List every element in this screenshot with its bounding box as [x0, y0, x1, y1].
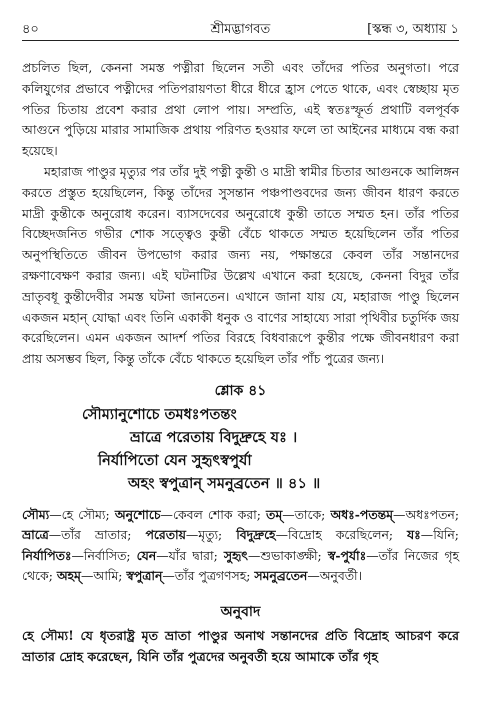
synonym-meaning: —তাঁর নিজের গৃহ থেকে; — [22, 547, 459, 584]
page-number: ৪০ — [22, 22, 39, 37]
synonym-meaning: —অনুবর্তী। — [307, 568, 362, 584]
synonym-meaning: —কেবল শোক করা; — [160, 506, 267, 522]
synonym-meaning: —তাকে; — [282, 506, 331, 522]
verse-line: নির্যাপিতো যেন সুহৃৎস্বপুর্যা — [98, 451, 252, 469]
synonym-word: অনুশোচে — [114, 506, 161, 522]
synonym-meaning: —মৃত্যু; — [185, 527, 237, 543]
synonym-word: স্বপুত্রান্ — [126, 568, 163, 584]
verse-heading: শ্লোক ৪১ — [214, 382, 267, 399]
synonym-meaning: —অধঃপতন; — [393, 506, 459, 522]
synonym-word: তম্ — [266, 506, 283, 522]
verse-text — [22, 403, 459, 495]
synonym-meaning: —বিদ্রোহ করেছিলেন; — [275, 527, 408, 543]
synonym-meaning: —শুভাকাঙ্ক্ষী; — [247, 547, 328, 563]
verse-line: অহং স্বপুত্রান্ সমনুব্রতেন ॥ ৪১ ॥ — [128, 474, 321, 492]
purport-section — [22, 58, 459, 370]
verse-line: ভ্রাত্রে পরেতায় বিদুদ্রুহে যঃ । — [130, 428, 298, 446]
synonym-meaning: —যাঁর দ্বারা; — [156, 547, 224, 563]
purport-paragraph: প্রচলিত ছিল, কেননা সমস্ত পত্নীরা ছিলেন সতী এবং তাঁদের পতির অনুগতা। পরে কলিযুগের প্রভাবে পত্নীদের পতিপরায়ণতা ধীরে ধীরে হ্রাস পেতে থাকে, এবং স্বেচ্ছায় মৃত পতির চিতায় প্রবেশ করার প্রথা লোপ পায়। সম্প্রতি, এই স্বতঃস্ফূর্ত প্রথাটি বলপূর্বক আগুনে পুড়িয়ে মারার সামাজিক প্রথায় পরিণত হওয়ার ফলে তা আইনের মাধ্যমে বন্ধ করা হয়েছে। — [22, 60, 459, 159]
synonym-word: ভ্রাত্রে — [22, 527, 49, 543]
synonym-meaning: —যিনি; — [420, 527, 459, 543]
synonym-meaning: —নির্বাসিত; — [71, 547, 137, 563]
synonym-word: সমনুব্রতেন — [254, 568, 308, 584]
synonym-meaning: —তাঁর ভ্রাতার; — [48, 527, 146, 543]
synonym-word: অধঃ-পতন্তম্ — [330, 506, 394, 522]
book-title: শ্রীমদ্ভাগবত — [210, 22, 271, 37]
synonym-word: নির্যাপিতঃ — [22, 547, 72, 563]
page-header — [22, 14, 459, 38]
synonym-word: যঃ — [407, 527, 421, 543]
translation-heading: অনুবাদ — [220, 603, 261, 620]
synonym-meaning: —আমি; — [80, 568, 127, 584]
synonym-word: সৌম্য — [22, 506, 50, 522]
chapter-reference: [স্কন্ধ ৩, অধ্যায় ১ — [367, 22, 459, 37]
header-divider — [22, 40, 459, 41]
synonym-word: সুহৃৎ — [223, 547, 248, 563]
synonym-word: যেন — [136, 547, 157, 563]
synonym-word: অহম্ — [56, 568, 81, 584]
synonym-word: বিদুদ্রুহে — [236, 527, 276, 543]
synonym-word: স্ব-পুর্যাঃ — [327, 547, 367, 563]
word-synonyms — [22, 505, 459, 587]
synonym-word: পরেতায় — [145, 527, 186, 543]
synonym-meaning: —হে সৌম্য; — [49, 506, 115, 522]
translation-text: হে সৌম্য! যে ধৃতরাষ্ট্র মৃত ভ্রাতা পাণ্ডুর অনাথ সন্তানদের প্রতি বিদ্রোহ আচরণ করে ভ্রাতার দ্রোহ করেছেন, যিনি তাঁর পুত্রদের অনুবর্তী হয়ে আমাকে তাঁর গৃহ — [22, 627, 459, 664]
synonym-meaning: —তাঁর পুত্রগণসহ; — [162, 568, 255, 584]
verse-line: সৌম্যানুশোচে তমধঃপতন্তং — [82, 405, 237, 423]
purport-paragraph: মহারাজ পাণ্ডুর মৃত্যুর পর তাঁর দুই পত্নী কুন্তী ও মাদ্রী স্বামীর চিতার আগুনকে আলিঙ্গন করতে প্রস্তুত হয়েছিলেন, কিন্তু তাঁদের সুসন্তান পঞ্চপাণ্ডবদের জন্য জীবন ধারণ করতে মাদ্রী কুন্তীকে অনুরোধ করেন। ব্যাসদেবের অনুরোধে কুন্তী তাতে সম্মত হন। তাঁর পতির বিচ্ছেদজনিত গভীর শোক সত্ত্বেও কুন্তী বেঁচে থাকতে সম্মত হয়েছিলেন তাঁর পতির অনুপস্থিতিতে জীবন উপভোগ করার জন্য নয়, পক্ষান্তরে কেবল তাঁর সন্তানদের রক্ষণাবেক্ষণ করার জন্য। এই ঘটনাটির উল্লেখ এখানে করা হয়েছে, কেননা বিদুর তাঁর ভ্রাতৃবধূ কুন্তীদেবীর সমস্ত ঘটনা জানতেন। এখানে জানা যায় যে, মহারাজ পাণ্ডু ছিলেন একজন মহান্‌ যোদ্ধা এবং তিনি একাকী ধনুক ও বাণের সাহায্যে সারা পৃথিবীর চতুর্দিক জয় করেছিলেন। এমন একজন আদর্শ পতির বিরহে বিধবারূপে কুন্তীর পক্ষে জীবনধারণ করা প্রায় অসম্ভব ছিল, কিন্তু তাঁকে বেঁচে থাকতে হয়েছিল তাঁর পাঁচ পুত্রের জন্য। — [22, 163, 459, 367]
